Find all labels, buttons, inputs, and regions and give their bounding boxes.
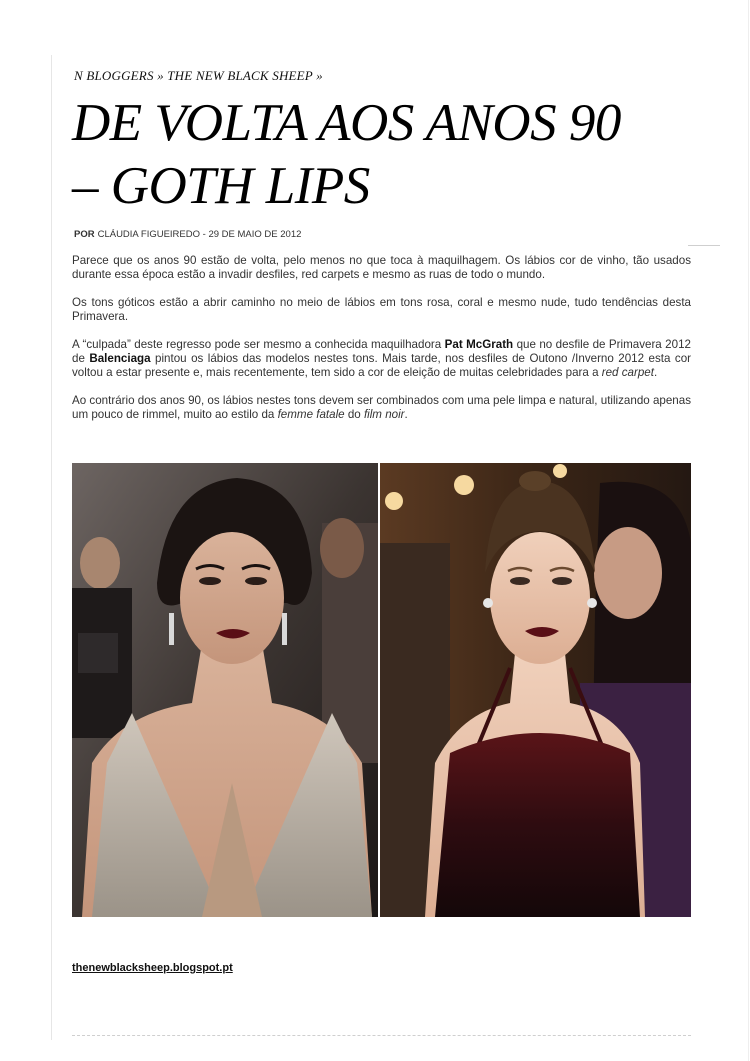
photo-icon — [72, 463, 378, 917]
byline-separator: - — [200, 229, 209, 240]
article-body — [72, 254, 691, 436]
photo-icon — [380, 463, 691, 917]
p3-text-3: pintou os lábios das modelos nestes tons. Mais tarde, nos desfiles de Outono /Inverno 2012 esta cor voltou a estar presente e, mais recentemente, tem sido a cor de eleição de muitas celebridades para a — [72, 352, 691, 379]
right-accent-rule — [688, 245, 720, 246]
p3-italic-red-carpet: red carpet — [601, 366, 654, 379]
photo-woman-silver-dress — [72, 463, 378, 917]
bottom-dashed-rule — [72, 1035, 691, 1036]
byline-author[interactable]: CLÁUDIA FIGUEIREDO — [97, 229, 201, 240]
p3-bold-pat-mcgrath: Pat McGrath — [444, 338, 514, 351]
breadcrumb[interactable]: N BLOGGERS » THE NEW BLACK SHEEP » — [74, 68, 323, 83]
paragraph-1: Parece que os anos 90 estão de volta, pelo menos no que toca à maquilhagem. Os lábios cor de vinho, tão usados durante essa época estão a invadir desfiles, red carpets e mesmo as ruas de todo o mundo. — [72, 254, 691, 281]
photo-woman-feather-dress — [380, 463, 691, 917]
p3-text-4: . — [653, 366, 658, 379]
title-line-2: – GOTH LIPS — [72, 157, 370, 215]
p4-text-3: . — [404, 408, 408, 421]
p3-text-2: que no desfile de Primavera 2012 de — [72, 338, 691, 365]
right-border-line — [748, 0, 749, 1061]
p3-text-1: A “culpada” deste regresso pode ser mesmo a conhecida maquilhadora — [72, 338, 445, 351]
paragraph-3 — [72, 338, 691, 380]
paragraph-4 — [72, 394, 691, 422]
p3-bold-balenciaga: Balenciaga — [89, 352, 151, 365]
left-border-rule — [51, 55, 52, 1040]
p4-text-1: Ao contrário dos anos 90, os lábios nestes tons devem ser combinados com uma pele limpa e natural, utilizando apenas um pouco de rimmel, muito ao estilo da — [72, 394, 691, 421]
p4-italic-film-noir: film noir — [363, 408, 405, 421]
article-title — [72, 92, 712, 218]
paragraph-2: Os tons góticos estão a abrir caminho no meio de lábios em tons rosa, coral e mesmo nude, tudo tendências desta Primavera. — [72, 296, 691, 323]
byline — [74, 229, 301, 240]
source-link[interactable]: thenewblacksheep.blogspot.pt — [72, 962, 233, 974]
byline-date: 29 DE MAIO DE 2012 — [208, 229, 302, 240]
byline-prefix: POR — [74, 229, 95, 240]
p4-text-2: do — [344, 408, 364, 421]
p4-italic-femme-fatale: femme fatale — [277, 408, 345, 421]
title-line-1: DE VOLTA AOS ANOS 90 — [72, 94, 621, 152]
